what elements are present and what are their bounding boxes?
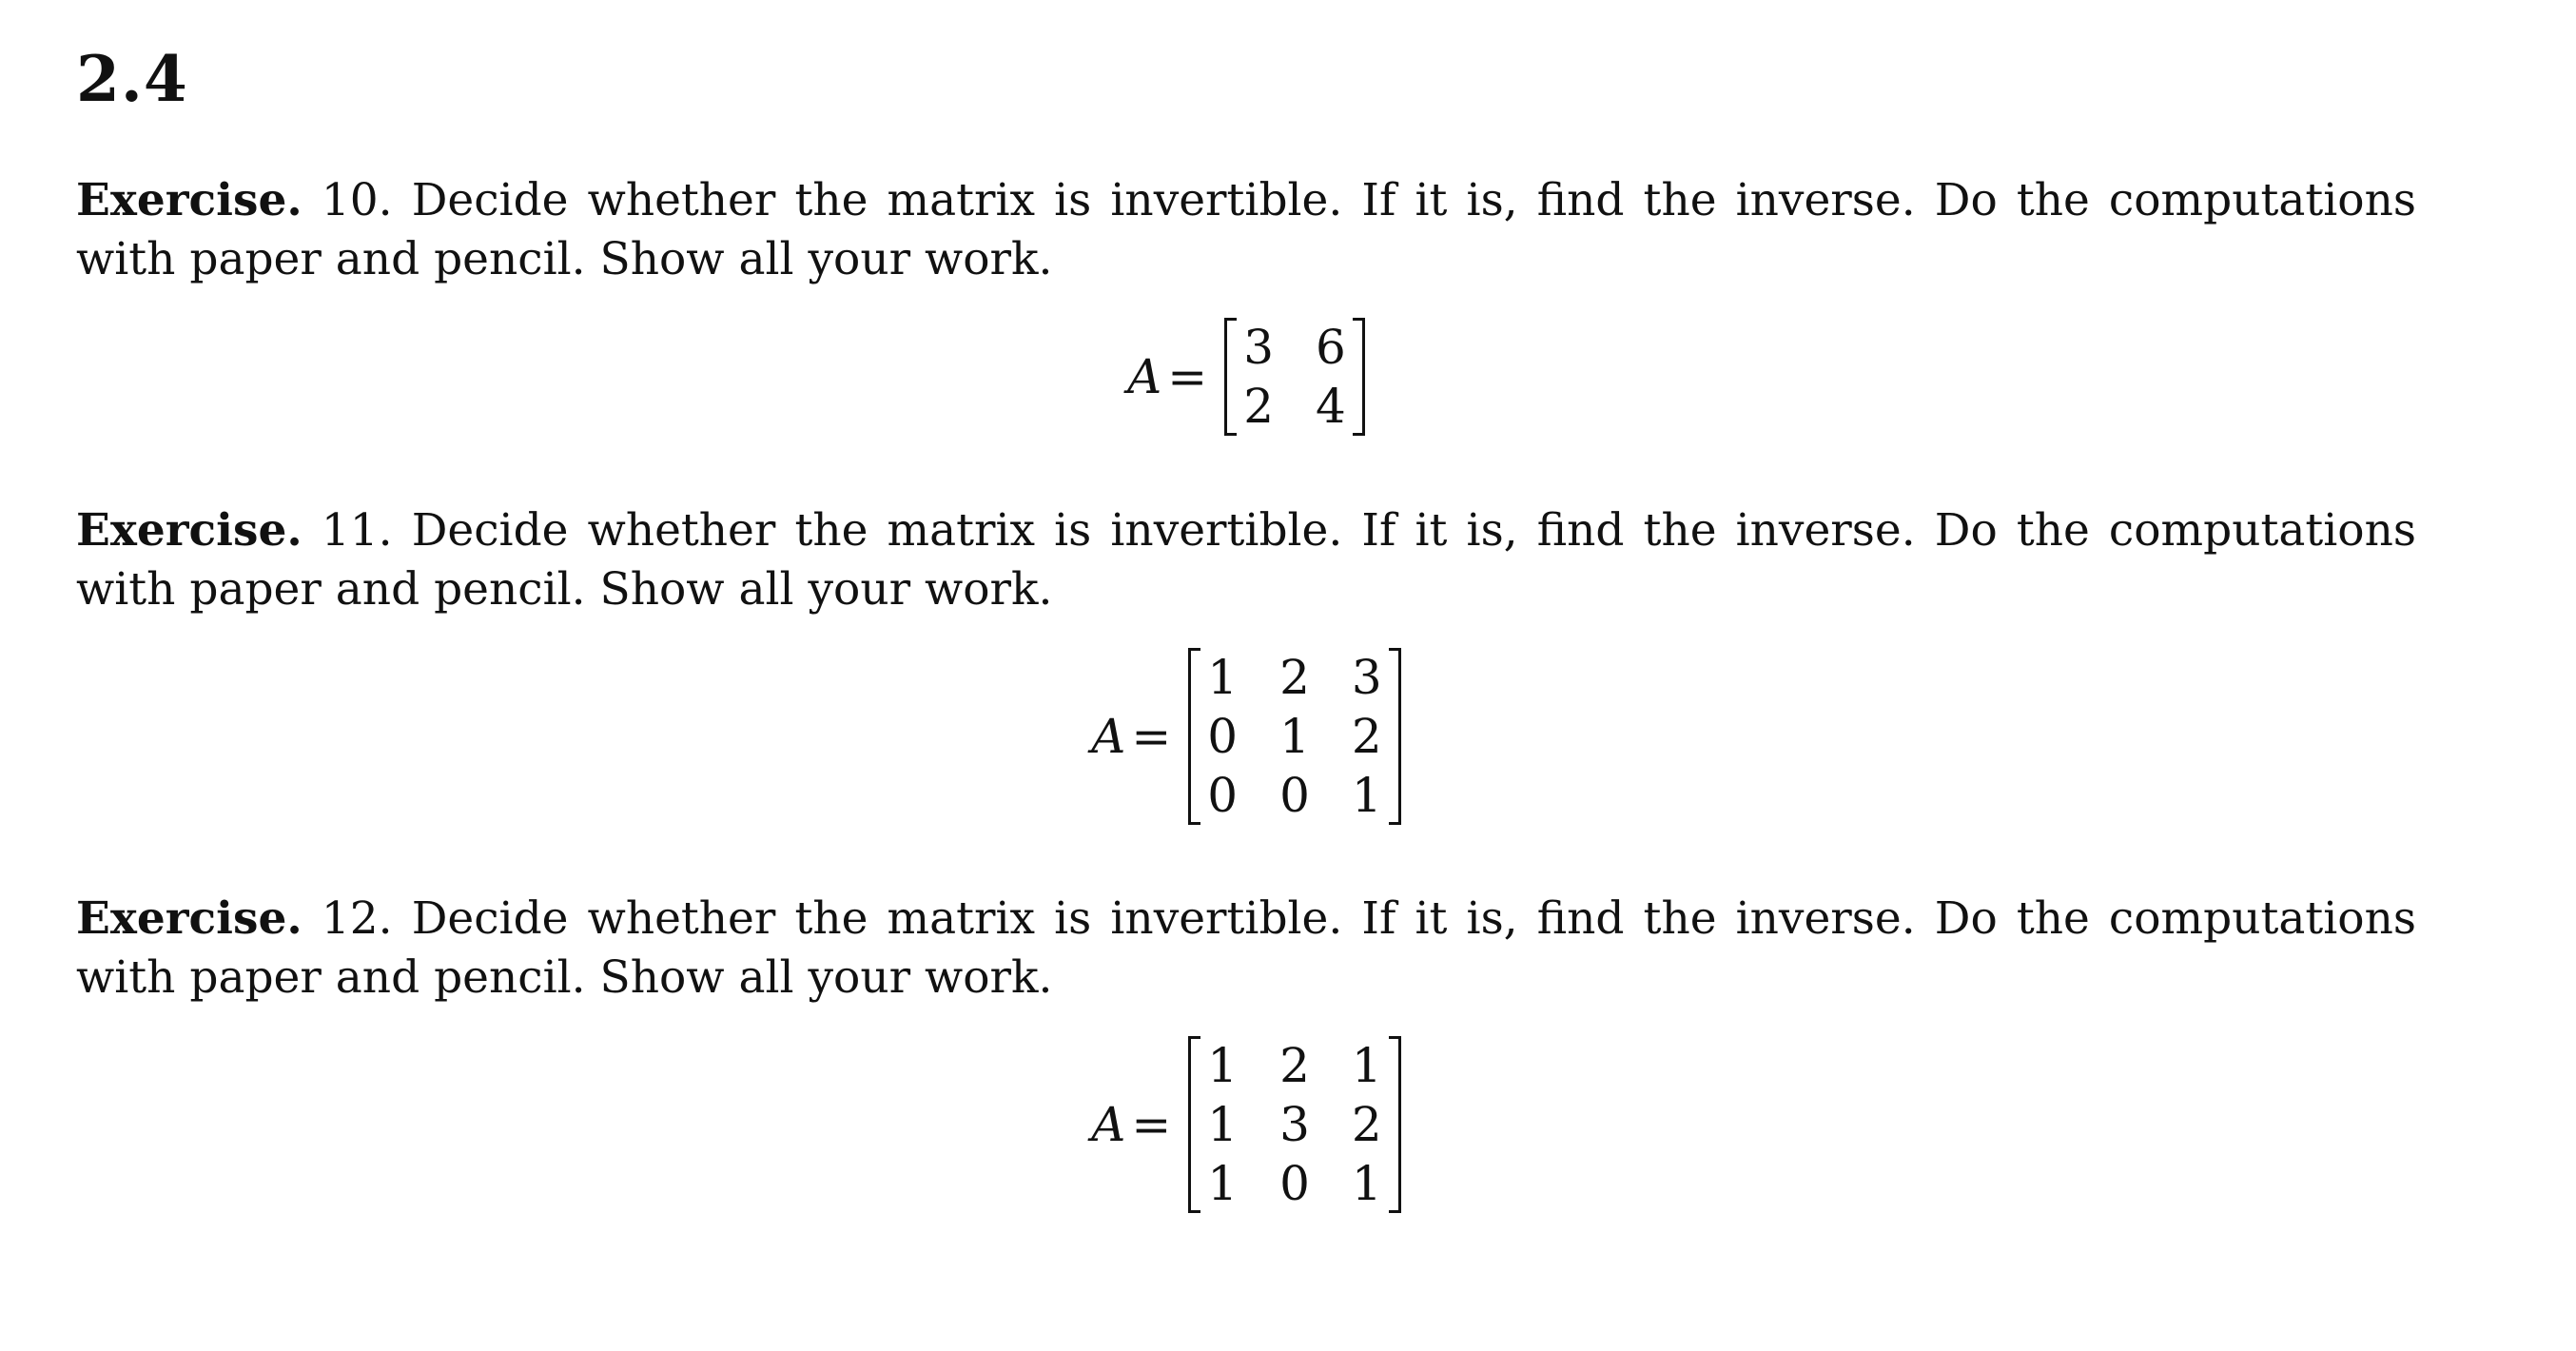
- matrix-row: [1239, 318, 1350, 377]
- matrix-row: [1203, 766, 1385, 825]
- exercise-11: [76, 501, 2416, 825]
- matrix-variable: A: [1091, 709, 1126, 764]
- exercise-number: 10.: [321, 174, 393, 226]
- equals-sign: =: [1167, 349, 1208, 404]
- matrix-row: [1203, 1095, 1385, 1154]
- matrix-entry: 1: [1207, 1156, 1239, 1211]
- exercise-label: Exercise.: [76, 892, 302, 945]
- matrix-entry: 3: [1351, 650, 1382, 705]
- exercise-text: Decide whether the matrix is invertible. If it is, find the inverse. Do the computations with paper and pencil. Show all your work.: [76, 504, 2416, 616]
- matrix-variable: A: [1091, 1097, 1126, 1152]
- matrix-equation: [76, 648, 2416, 825]
- matrix-entry: 2: [1279, 650, 1310, 705]
- exercise-prompt: [76, 501, 2416, 619]
- matrix-row: [1203, 1036, 1385, 1095]
- exercise-number: 12.: [321, 892, 393, 945]
- matrix-row: [1239, 377, 1350, 436]
- equals-sign: =: [1131, 709, 1172, 764]
- exercise-label: Exercise.: [76, 504, 302, 557]
- matrix-entry: 2: [1279, 1038, 1310, 1093]
- exercise-label: Exercise.: [76, 174, 302, 226]
- matrix-row: [1203, 707, 1385, 766]
- section-title: 2.4: [76, 42, 188, 116]
- matrix-table: [1203, 1036, 1385, 1213]
- exercise-12: [76, 890, 2416, 1213]
- matrix-entry: 1: [1207, 650, 1239, 705]
- matrix-entry: 0: [1207, 768, 1239, 823]
- matrix-variable: A: [1127, 349, 1162, 404]
- exercise-prompt: [76, 171, 2416, 289]
- exercise-prompt: [76, 890, 2416, 1008]
- matrix-table: [1239, 318, 1350, 436]
- matrix-equation: [76, 318, 2416, 436]
- matrix-equation: [76, 1036, 2416, 1213]
- equals-sign: =: [1131, 1097, 1172, 1152]
- exercise-text: Decide whether the matrix is invertible. If it is, find the inverse. Do the computations with paper and pencil. Show all your work.: [76, 174, 2416, 285]
- bracket-matrix: [1224, 318, 1365, 436]
- exercise-10: [76, 171, 2416, 436]
- matrix-entry: 1: [1351, 1038, 1382, 1093]
- matrix-entry: 1: [1279, 709, 1310, 764]
- matrix-entry: 1: [1207, 1038, 1239, 1093]
- matrix-entry: 6: [1316, 320, 1346, 375]
- matrix-entry: 1: [1351, 768, 1382, 823]
- matrix-entry: 2: [1351, 1097, 1382, 1152]
- bracket-matrix: [1188, 648, 1400, 825]
- matrix-entry: 3: [1243, 320, 1274, 375]
- exercise-text: Decide whether the matrix is invertible. If it is, find the inverse. Do the computations with paper and pencil. Show all your work.: [76, 892, 2416, 1004]
- matrix-entry: 3: [1279, 1097, 1310, 1152]
- exercise-number: 11.: [321, 504, 393, 557]
- matrix-entry: 2: [1243, 379, 1274, 434]
- matrix-entry: 1: [1207, 1097, 1239, 1152]
- matrix-row: [1203, 1154, 1385, 1213]
- matrix-entry: 4: [1316, 379, 1346, 434]
- matrix-entry: 2: [1351, 709, 1382, 764]
- bracket-matrix: [1188, 1036, 1400, 1213]
- matrix-entry: 0: [1279, 768, 1310, 823]
- matrix-row: [1203, 648, 1385, 707]
- matrix-entry: 1: [1351, 1156, 1382, 1211]
- matrix-entry: 0: [1207, 709, 1239, 764]
- matrix-entry: 0: [1279, 1156, 1310, 1211]
- matrix-table: [1203, 648, 1385, 825]
